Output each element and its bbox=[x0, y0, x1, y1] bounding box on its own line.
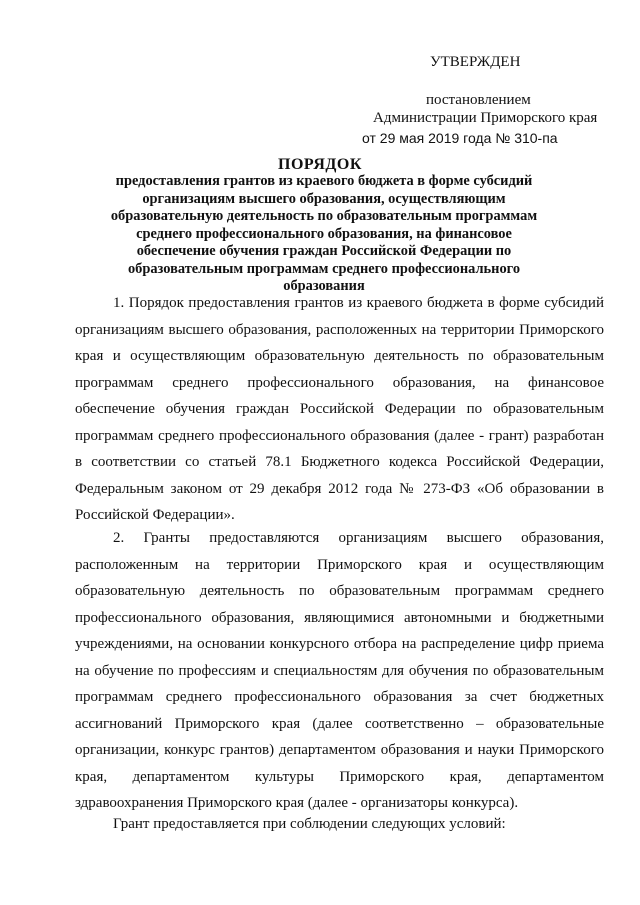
document-subtitle: предоставления грантов из краевого бюджета в форме субсидий организациям высшего образования, осуществляющим образовательную деятельность по образовательным программам среднего профессионального образования, на финансовое обеспечение обучения граждан Российской Федерации по образовательным программам среднего профессионального образования bbox=[110, 173, 538, 294]
approval-stamp-label: УТВЕРЖДЕН bbox=[430, 54, 521, 70]
paragraph-3: Грант предоставляется при соблюдении следующих условий: bbox=[113, 816, 506, 832]
paragraph-2: 2. Гранты предоставляются организациям высшего образования, расположенным на территории Приморского края и осуществляющим образовательную деятельность по образовательным программам среднего профессионального образования, являющимися автономными и бюджетными учреждениями, на основании конкурсного отбора на распределение цифр приема на обучение по профессиям и специальностям для обучения по образовательным программам среднего профессионального образования за счет бюджетных ассигнований Приморского края (далее соответственно – образовательные организации, конкурс грантов) департаментом образования и науки Приморского края, департаментом культуры Приморского края, департаментом здравоохранения Приморского края (далее - организаторы конкурса). bbox=[75, 530, 604, 811]
decree-date-number: от 29 мая 2019 года № 310-па bbox=[362, 130, 558, 146]
document-title: ПОРЯДОК bbox=[278, 156, 362, 173]
decree-authority: Администрации Приморского края bbox=[373, 110, 598, 126]
paragraph-1: 1. Порядок предоставления грантов из краевого бюджета в форме субсидий организациям высшего образования, расположенных на территории Приморского края и осуществляющим образовательную деятельность по образовательным программам среднего профессионального образования, на финансовое обеспечение обучения граждан Российской Федерации по образовательным программам среднего профессионального образования (далее - грант) разработан в соответствии со статьей 78.1 Бюджетного кодекса Российской Федерации, Федеральным законом от 29 декабря 2012 года № 273-ФЗ «Об образовании в Российской Федерации». bbox=[75, 295, 604, 523]
decree-line: постановлением bbox=[426, 92, 531, 108]
